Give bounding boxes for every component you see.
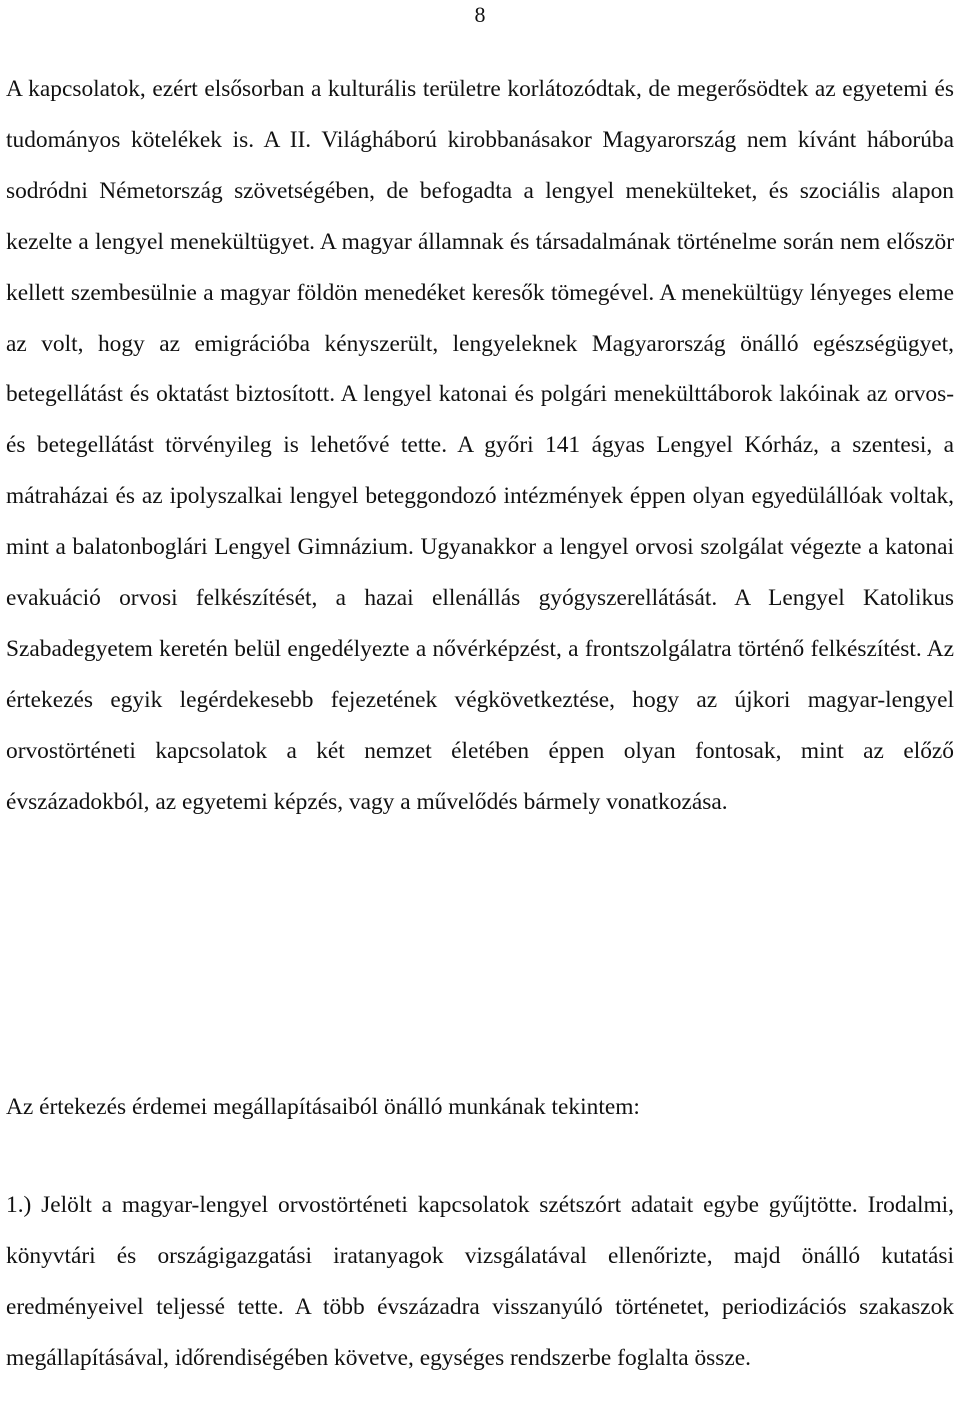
- body-paragraph-relations: A kapcsolatok, ezért elsősorban a kulturális területre korlátozódtak, de megerősödtek az egyetemi és tudományos kötelékek is. A II. Világháború kirobbanásakor Magyarország nem kívánt háborúba sodródni Németország szövetségében, de befogadta a lengyel menekülteket, és szociális alapon kezelte a lengyel menekültügyet. A magyar államnak és társadalmának történelme során nem először kellett szembesülnie a magyar földön menedéket keresők tömegével. A menekültügy lényeges eleme az volt, hogy az emigrációba kényszerült, lengyeleknek Magyarország önálló egészségügyet, betegellátást és oktatást biztosított. A lengyel katonai és polgári menekülttáborok lakóinak az orvos- és betegellátást törvényileg is lehetővé tette. A győri 141 ágyas Lengyel Kórház, a szentesi, a mátraházai és az ipolyszalkai lengyel beteggondozó intézmények éppen olyan egyedülállóak voltak, mint a balatonboglári Lengyel Gimnázium. Ugyanakkor a lengyel orvosi szolgálat végezte a katonai evakuáció orvosi felkészítését, a hazai ellenállás gyógyszerellátását. A Lengyel Katolikus Szabadegyetem keretén belül engedélyezte a nővérképzést, a frontszolgálatra történő felkészítést. Az értekezés egyik legérdekesebb fejezetének végkövetkeztése, hogy az újkori magyar-lengyel orvostörténeti kapcsolatok a két nemzet életében éppen olyan fontosak, mint az előző évszázadokból, az egyetemi képzés, vagy a művelődés bármely vonatkozása.: [6, 76, 954, 815]
- page-number: 8: [474, 2, 486, 27]
- body-paragraph-findings-intro: Az értekezés érdemei megállapításaiból önálló munkának tekintem:: [6, 1094, 640, 1120]
- body-paragraph-finding-1: 1.) Jelölt a magyar-lengyel orvostörténeti kapcsolatok szétszórt adatait egybe gyűjtötte. Irodalmi, könyvtári és országigazgatási iratanyagok vizsgálatával ellenőrizte, majd önálló kutatási eredményeivel teljessé tette. A több évszázadra visszanyúló történetet, periodizációs szakaszok megállapításával, időrendiségében követve, egységes rendszerbe foglalta össze.: [6, 1192, 954, 1371]
